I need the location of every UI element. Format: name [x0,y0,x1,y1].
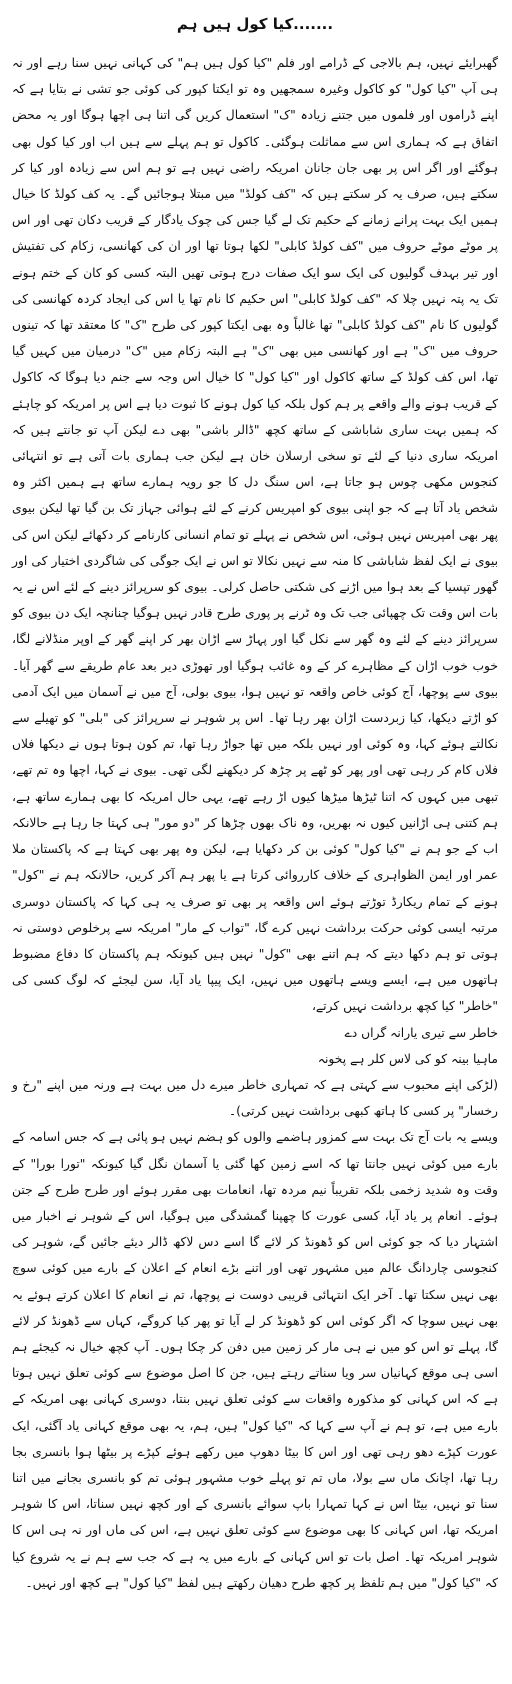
couplet-line: خاطر سے تیری یارانہ گراں دے [344,1025,498,1040]
column-title: کیا کول ہیں ہم....... [176,15,334,33]
couplet-line: ماہیا بینہ کو کی لاس کلر ہے پخونہ [317,1051,498,1066]
body-paragraph: ویسے یہ بات آج تک بہت سے کمزور ہاضمے والوں کو ہضم نہیں ہو پائی ہے کہ جس اسامہ کے بارے میں کوئی نہیں جانتا تھا کہ اسے زمین کھا گئی یا آسمان نگل گیا کیونکہ "تورا بورا" کے وقت وہ شدید زخمی بلکہ تقریباً نیم مردہ تھا، انعامات بھی مقرر ہوئے اور طرح طرح کے جتن ہوئے۔ انعام پر یاد آیا، کسی عورت کا چھپنا گمشدگی میں ہوگیا، اس کے شوہر نے اخبار میں اشتہار دیا کہ جو کوئی اس کو ڈھونڈ کر لائے گا اسے دس لاکھ ڈالر دیئے جائیں گے، شوہر کی کنجوسی چاردانگ عالم میں مشہور تھی اور اتنے بڑے انعام کے اعلان کے بارے میں کوئی سوچ بھی نہیں سکتا تھا۔ آخر ایک انتہائی قریبی دوست نے پوچھا، تم نے انعام کا اعلان کرتے ہوئے یہ بھی نہیں سوچا کہ اگر کوئی اس کو ڈھونڈ کر لے آیا تو پھر کیا کروگے، کہاں سے ڈھونڈ کر لائے گا، پہلے تو اس کو میں نے ہی مار کر زمین میں دفن کر چکا ہوں۔ آپ کچھ خیال نہ کیجئے ہم اسی ہی موقع کہانیاں سر ویا سناتے رہتے ہیں، جن کا اصل موضوع سے کوئی تعلق نہیں ہوتا ہے کہ اس کہانی کو مذکورہ واقعات سے کوئی تعلق نہیں بنتا، دوسری کہانی بھی امریکہ کے بارے میں ہے، تو ہم نے آپ سے کہا کہ "کیا کول" ہیں، ہم، یہ بھی موقع کہانی یاد آگئی، ایک عورت کپڑے دھو رہی تھی اور اس کا بیٹا دھوپ میں رکھے ہوئے کپڑے پر بیٹھا ہوا بانسری بجا رہا تھا، اچانک ماں سے بولا، ماں تم تو پہلے خوب مشہور ہوئی تم کو بانسری بجانے میں اتنا سنا تو نہیں، بیٹا اس نے کہا تمہارا باپ سوائے بانسری کے اور کچھ نہیں سناتا، اس کا شوہر امریکہ تھا، اس کہانی کا بھی موضوع سے کوئی تعلق نہیں ہے، اس کی ماں اور نہ ہی اس کا شوہر امریکہ تھا۔ اصل بات تو اس کہانی کے بارے میں یہ ہے کہ جب سے ہم نے یہ شروع کیا کہ "کیا کول" میں ہم تلفظ پر کچھ طرح دھیان رکھتے ہیں لفظ "کیا کول" ہے کچھ اور نہیں۔ [12,1130,498,1590]
body-paragraph: گھبرایئے نہیں، ہم بالاجی کے ڈرامے اور فلم "کیا کول ہیں ہم" کی کہانی نہیں سنا رہے اور نہ ہی آپ "کیا کول" کو کاکول وغیرہ سمجھیں وہ تو ایکتا کپور کی کوئی جو تشی نے بتایا ہے کہ اپنے ڈراموں اور فلموں میں جتنے زیادہ "ک" استعمال کریں گی اتنا ہی اچھا ہوگا اور یہ محض اتفاق ہے کہ ہماری اس سے مماثلت ہوگئی۔ کاکول تو ہم پہلے سے ہیں اب اور کیا کول بھی ہوگئے اور اگر اس پر بھی جان جانان امریکہ راضی نہیں ہے تو ہم اس سے زیادہ اور کیا کر سکتے ہیں، صرف یہ کر سکتے ہیں کہ "کف کولڈ" میں مبتلا ہوجائیں گے۔ یہ کف کولڈ کا خیال ہمیں ایک بہت پرانے زمانے کے حکیم تک لے گیا جس کی چوک یادگار کے قریب دکان تھی اور اس پر موٹے موٹے حروف میں "کف کولڈ کابلی" لکھا ہوتا تھا اور ان کی کھانسی، زکام کی تفتیش اور تیر بہدف گولیوں کی ایک سو ایک صفات درج ہوتی تھیں البتہ کسی کو کان کے ختم ہونے تک یہ پتہ نہیں چلا کہ "کف کولڈ کابلی" اس حکیم کا نام تھا یا اس کی ایجاد کردہ کھانسی کی گولیوں کا نام "کف کولڈ کابلی" تھا غالباً وہ بھی ایکتا کپور کی طرح "ک" کا معتقد تھا کہ تینوں حروف میں "ک" ہے اور کھانسی میں بھی "ک" ہے البتہ زکام میں "ک" درمیان میں کہیں گیا تھا، اس کف کولڈ کے ساتھ کاکول اور "کیا کول" کا خیال اس وجہ سے جنم دیا ہوگا کہ کاکول کے قریب ہونے والے واقعے پر ہم کول بلکہ کیا کول ہونے کا ثبوت دیا ہے اس پر امریکہ کو چاہئے کہ ہمیں بہت ساری شاباشی کے ساتھ کچھ "ڈالر باشی" بھی دے لیکن آپ تو جانتے ہیں کہ امریکہ ساری دنیا کے لئے تو سخی ارسلان خان ہے لیکن جب ہماری بات آتی ہے تو انتہائی کنجوس مکھی چوس ہو جاتا ہے، اس سنگ دل کا جو رویہ ہمارے ساتھ ہے ہمیں اکثر وہ شخص یاد آتا ہے کہ جو اپنی بیوی کو امپریس کرنے کے لئے ہوائی جہاز تک بن گیا تھا لیکن بیوی پھر بھی امپریس نہیں ہوئی، اس شخص نے پہلے تو تمام انسانی کارنامے کر دکھائے لیکن اس کی بیوی نے ایک لفظ شاباشی کا منہ سے نہیں نکالا تو اس نے ایک جوگی کی شاگردی اختیار کی اور گھور تپسیا کے بعد ہوا میں اڑنے کی شکتی حاصل کرلی۔ بیوی کو سرپرائز دینے کے لئے اس نے یہ بات اس وقت تک چھپائی جب تک وہ ٹرنے پر پوری طرح قادر نہیں ہوگیا چنانچہ ایک دن بیوی کو سرپرائز دینے کے لئے وہ گھر سے نکل گیا اور پہاڑ سے اڑان بھر کر اپنے گھر کے اوپر منڈلانے لگا، خوب خوب اڑان کے مظاہرے کر کے وہ غائب ہوگیا اور تھوڑی دیر بعد عام طریقے سے گھر آیا۔ بیوی سے پوچھا، آج کوئی خاص واقعہ تو نہیں ہوا، بیوی بولی، آج میں نے آسمان میں ایک آدمی کو اڑتے دیکھا، کیا زبردست اڑان بھر رہا تھا۔ اس پر شوہر نے سرپرائز کی "بلی" کو تھیلے سے نکالتے ہوئے کہا، وہ کوئی اور نہیں بلکہ میں تھا جواڑ رہا تھا، تم کون ہوتا ہوں نے دیکھا فلاں فلاں کام کر رہی تھی اور پھر کو ٹھے پر چڑھ کر دیکھنے لگی تھی۔ بیوی نے کہا، اچھا وہ تم تھے، تبھی میں کہوں کہ اتنا ٹیڑھا میڑھا کیوں اڑ رہے تھے، یہی حال امریکہ کا بھی ہمارے ساتھ ہے، ہم کتنی ہی اڑانیں کیوں نہ بھریں، وہ ناک بھوں چڑھا کر "دو مور" ہی کہتا جا رہا ہے حالانکہ اب کے جو ہم نے "کیا کول" کوئی بن کر دکھایا ہے، لیکن وہ پھر بھی کہتا ہے کہ پاکستان ملا عمر اور ایمن الظواہری کے خلاف کارروائی کرتا ہے یا پھر ہم آکر کریں، حالانکہ ہم نے "کول" ہونے کے تمام ریکارڈ توڑتے ہوئے اس واقعہ پر بھی تو صرف یہ ہی کہا کہ پاکستان دوسری مرتبہ ایسی کوئی حرکت برداشت نہیں کرے گا، "تواب کے مار" امریکہ سے پرخلوص دوستی نہ ہوتی تو ہم دکھا دیتے کہ ہم اتنے بھی "کول" نہیں ہیں کیونکہ ہم پاکستان کا دفاع مضبوط ہاتھوں میں ہے، ایسے ویسے ہاتھوں میں نہیں، ایک پیپا یاد آیا، سن لیجئے کہ لوگ کسی کی "خاطر" کیا کچھ برداشت نہیں کرتے، [12,56,498,1014]
translation-paragraph: (لڑکی اپنے محبوب سے کہتی ہے کہ تمہاری خاطر میرے دل میں بہت ہے ورنہ میں اپنے "رخ و رخسار" پر کسی کا ہاتھ کبھی برداشت نہیں کرتی)۔ [12,1077,498,1119]
column-body [12,50,498,1596]
